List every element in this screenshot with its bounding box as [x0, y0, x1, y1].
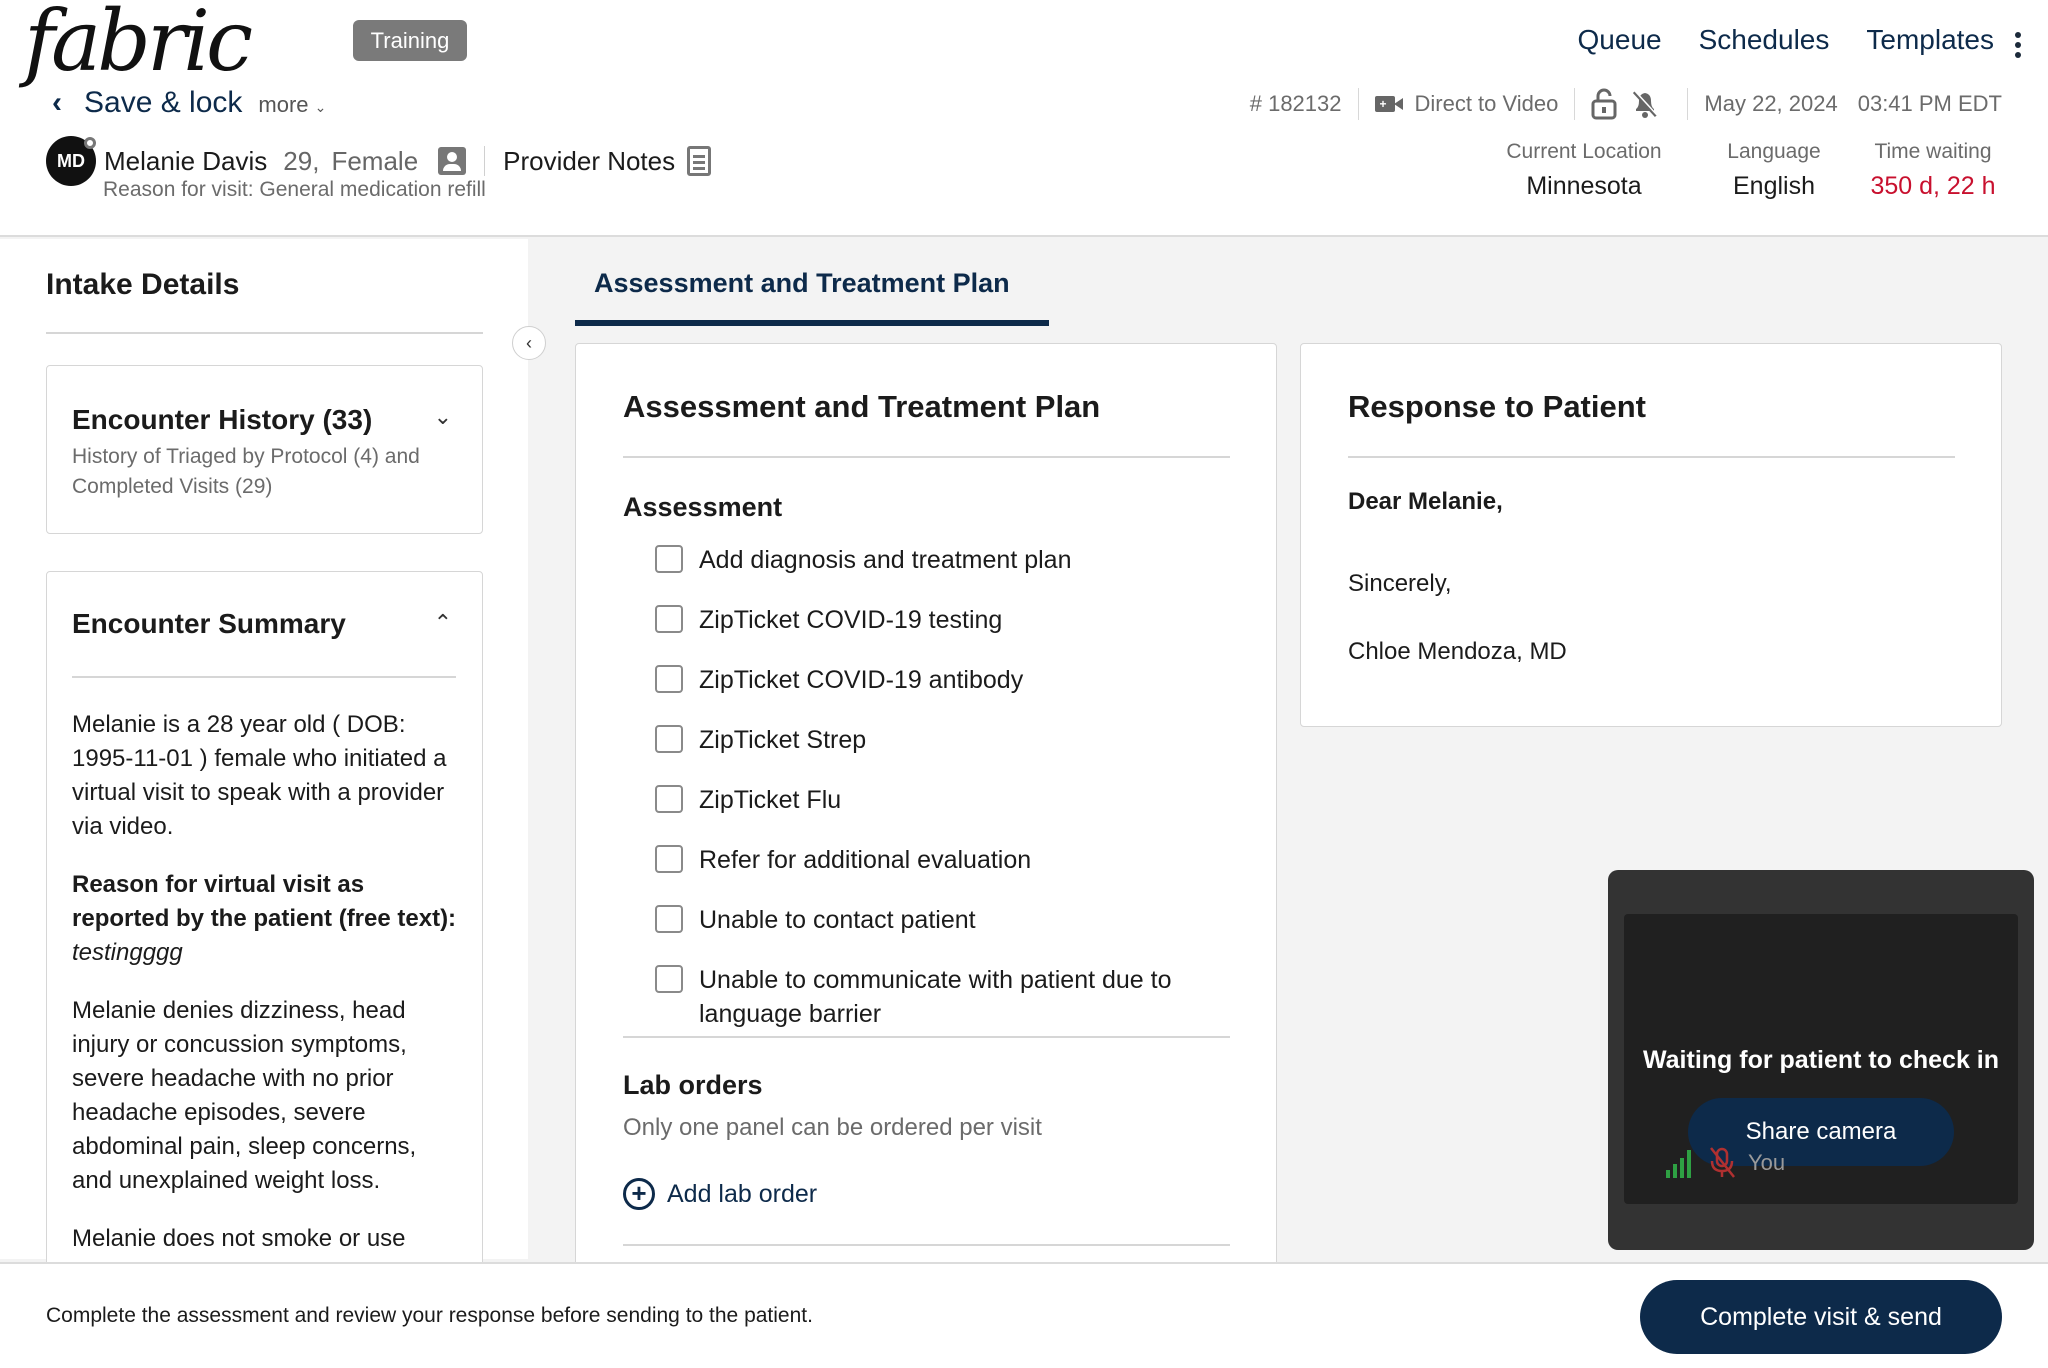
checkbox-row[interactable]	[655, 543, 1235, 577]
collapse-panel-button[interactable]: ‹	[512, 326, 546, 360]
stat-language-label: Language	[1727, 140, 1821, 163]
divider	[623, 1244, 1230, 1246]
patient-sex: Female	[331, 145, 419, 176]
encounter-history-subtitle: History of Triaged by Protocol (4) and Completed Visits (29)	[72, 445, 420, 498]
lab-orders-heading: Lab orders	[623, 1070, 763, 1100]
response-signature[interactable]: Chloe Mendoza, MD	[1348, 638, 1567, 665]
signal-strength-icon	[1666, 1150, 1696, 1178]
more-label: more	[258, 92, 309, 117]
checkbox[interactable]	[655, 905, 683, 933]
reason-for-visit: Reason for visit: General medication refill	[103, 178, 486, 201]
summary-paragraph: Melanie does not smoke or use	[72, 1225, 406, 1252]
stat-time-waiting	[1860, 140, 2006, 201]
unlock-icon[interactable]	[1591, 88, 1617, 120]
plus-circle-icon: +	[623, 1178, 655, 1210]
add-lab-order-button[interactable]	[623, 1178, 817, 1210]
stat-location-value: Minnesota	[1526, 172, 1642, 200]
waiting-message: Waiting for patient to check in	[1642, 1046, 2000, 1074]
divider	[46, 332, 483, 334]
encounter-history-title: Encounter History (33)	[72, 404, 373, 435]
checkbox-row[interactable]	[655, 723, 1235, 757]
encounter-date: May 22, 2024	[1704, 91, 1838, 116]
notes-icon[interactable]	[687, 146, 711, 176]
chevron-up-icon[interactable]: ⌃	[433, 610, 452, 635]
checkbox-label: ZipTicket COVID-19 testing	[699, 606, 1003, 634]
stat-wait-label: Time waiting	[1874, 140, 1992, 163]
checkbox[interactable]	[655, 665, 683, 693]
save-row	[52, 86, 326, 120]
nav-templates[interactable]: Templates	[1866, 24, 1994, 55]
checkbox-label: Add diagnosis and treatment plan	[699, 546, 1072, 574]
encounter-summary-card	[46, 571, 483, 1271]
assessment-plan-card	[575, 343, 1277, 1283]
provider-notes-link[interactable]: Provider Notes	[503, 145, 676, 176]
encounter-summary-body	[72, 708, 462, 1314]
summary-reason: Reason for virtual visit as reported by the patient (free text): testingggg	[72, 871, 457, 966]
response-closing[interactable]: Sincerely,	[1348, 570, 1452, 597]
patient-name: Melanie Davis	[104, 145, 268, 176]
divider	[72, 676, 456, 678]
checkbox-row[interactable]	[655, 903, 1235, 937]
share-camera-button[interactable]: Share camera	[1688, 1098, 1954, 1166]
stat-language	[1712, 140, 1836, 201]
save-lock-button[interactable]: Save & lock	[84, 86, 243, 119]
video-widget[interactable]	[1608, 870, 2034, 1250]
stat-location-label: Current Location	[1506, 140, 1662, 163]
intake-title: Intake Details	[46, 268, 240, 301]
plan-title: Assessment and Treatment Plan	[623, 389, 1101, 424]
lab-orders-subtitle: Only one panel can be ordered per visit	[623, 1114, 1042, 1141]
training-badge: Training	[353, 20, 467, 61]
checkbox-label: ZipTicket COVID-19 antibody	[699, 666, 1024, 694]
summary-paragraph: Melanie denies dizziness, head injury or concussion symptoms, severe headache with no prior headache episodes, severe abdominal pain, sleep concerns, and unexplained weight loss.	[72, 997, 417, 1194]
assessment-checklist	[655, 543, 1235, 1057]
encounter-time: 03:41 PM EDT	[1857, 91, 2002, 116]
checkbox-row[interactable]	[655, 783, 1235, 817]
video-camera-icon: +	[1375, 94, 1403, 114]
chevron-down-icon: ⌄	[314, 99, 327, 115]
encounter-meta	[1250, 88, 2002, 120]
more-dropdown[interactable]	[258, 92, 326, 118]
encounter-summary-title: Encounter Summary	[72, 608, 346, 639]
header	[0, 0, 2048, 237]
checkbox[interactable]	[655, 845, 683, 873]
video-preview	[1624, 914, 2018, 1204]
tab-label: Assessment and Treatment Plan	[594, 268, 1010, 298]
checkbox-row[interactable]	[655, 843, 1235, 877]
response-card	[1300, 343, 2002, 727]
response-title: Response to Patient	[1348, 389, 1646, 424]
fabric-logo[interactable]: fabric	[24, 0, 250, 90]
checkbox-row[interactable]	[655, 603, 1235, 637]
stat-location	[1494, 140, 1674, 201]
mic-off-icon[interactable]	[1708, 1146, 1736, 1180]
visit-type: Direct to Video	[1414, 91, 1559, 116]
avatar: MD	[46, 136, 96, 186]
checkbox-label: Unable to communicate with patient due to language barrier	[699, 966, 1172, 1028]
chevron-down-icon[interactable]: ⌄	[433, 404, 452, 429]
checkbox[interactable]	[655, 605, 683, 633]
divider	[623, 1036, 1230, 1038]
checkbox-label: Unable to contact patient	[699, 906, 976, 934]
nav-queue[interactable]: Queue	[1577, 24, 1662, 55]
checkbox[interactable]	[655, 725, 683, 753]
footer-note: Complete the assessment and review your response before sending to the patient.	[46, 1304, 813, 1327]
back-chevron-icon[interactable]: ‹	[52, 86, 62, 119]
bottom-action-bar	[0, 1262, 2048, 1368]
assessment-heading: Assessment	[623, 492, 783, 522]
notifications-off-icon[interactable]	[1631, 89, 1659, 119]
encounter-id: # 182132	[1249, 91, 1342, 116]
checkbox[interactable]	[655, 785, 683, 813]
complete-visit-button[interactable]: Complete visit & send	[1640, 1280, 2002, 1354]
response-greeting[interactable]: Dear Melanie,	[1348, 488, 1503, 515]
checkbox-label: Refer for additional evaluation	[699, 846, 1032, 874]
stat-language-value: English	[1733, 172, 1815, 200]
self-label: You	[1748, 1150, 1786, 1175]
nav-schedules[interactable]: Schedules	[1698, 24, 1830, 55]
checkbox-row[interactable]	[655, 663, 1235, 697]
status-icons	[1591, 88, 1659, 120]
intake-panel	[0, 239, 528, 1259]
checkbox-label: ZipTicket Strep	[699, 726, 867, 754]
presence-dot	[84, 137, 96, 149]
checkbox[interactable]	[655, 545, 683, 573]
tab-assessment-plan[interactable]	[575, 262, 1049, 326]
divider	[623, 456, 1230, 458]
checkbox-label: ZipTicket Flu	[699, 786, 842, 814]
checkbox[interactable]	[655, 965, 683, 993]
summary-paragraph: Melanie is a 28 year old ( DOB: 1995-11-01 ) female who initiated a virtual visit to speak with a provider via video.	[72, 711, 447, 840]
encounter-history-card[interactable]	[46, 365, 483, 534]
divider	[1348, 456, 1955, 458]
top-nav	[1541, 24, 1994, 56]
patient-age: 29,	[283, 145, 320, 176]
stat-wait-value: 350 d, 22 h	[1870, 172, 1996, 200]
checkbox-row[interactable]	[655, 963, 1235, 1031]
kebab-menu-icon[interactable]	[2006, 28, 2030, 64]
add-lab-order-label: Add lab order	[667, 1179, 818, 1208]
patient-profile-icon[interactable]	[438, 147, 466, 175]
